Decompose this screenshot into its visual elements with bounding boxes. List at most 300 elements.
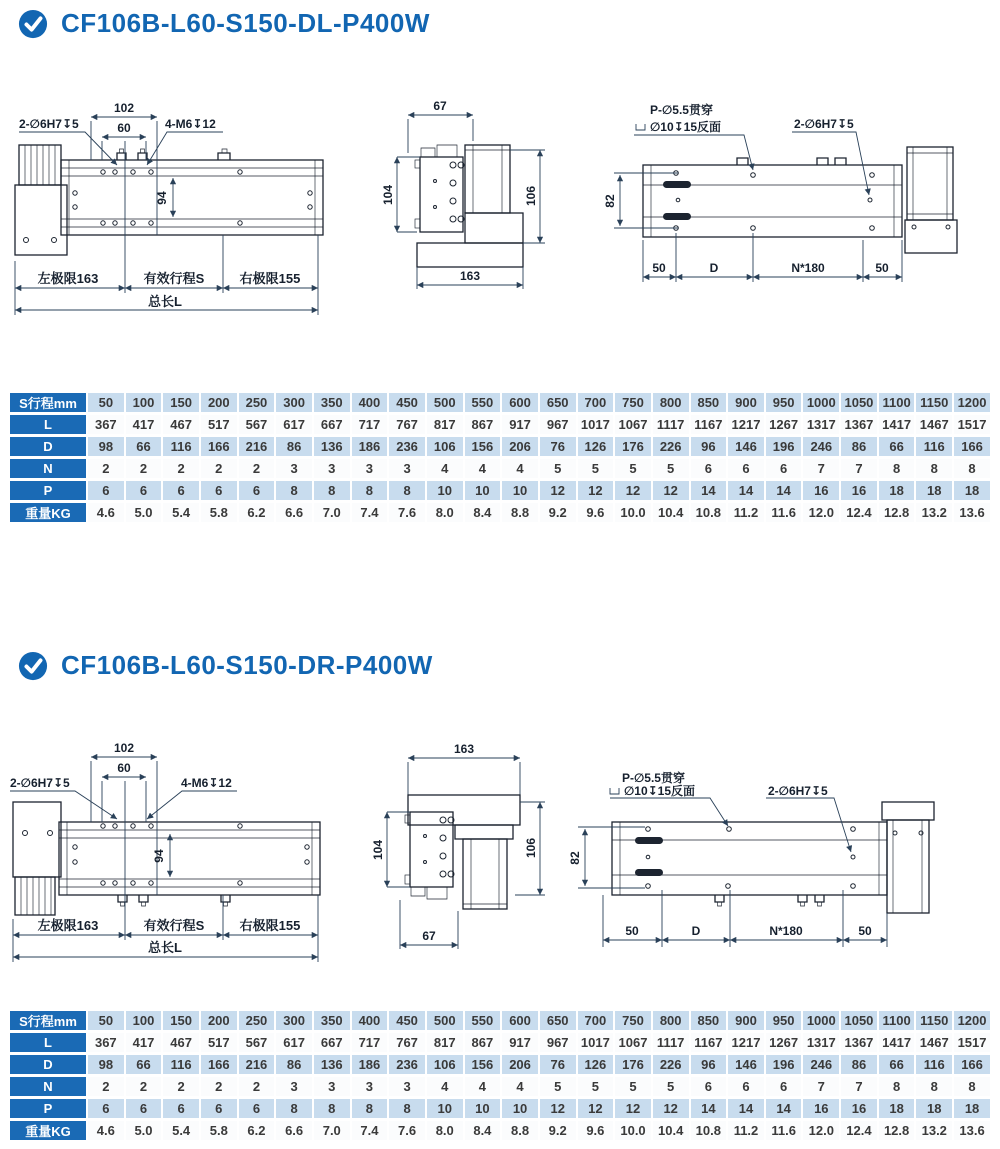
motor-housing — [15, 185, 67, 255]
spec-cell: 18 — [879, 481, 915, 500]
spec-cell: 6.2 — [239, 1121, 275, 1140]
spec-cell: 650 — [540, 1011, 576, 1030]
spec-cell: 1517 — [954, 1033, 990, 1052]
model-title: CF106B-L60-S150-DR-P400W — [61, 650, 433, 680]
dim-50-right: 50 — [858, 924, 872, 938]
spec-cell: 1000 — [803, 1011, 839, 1030]
spec-cell: 550 — [465, 1011, 501, 1030]
spec-cell: 3 — [389, 1077, 425, 1096]
side-view-drawing — [371, 740, 565, 965]
spec-cell: 8 — [276, 481, 312, 500]
spec-cell: 2 — [163, 1077, 199, 1096]
spec-cell: 6 — [126, 1099, 162, 1118]
spec-cell: 1117 — [653, 415, 689, 434]
total-length-label: 总长L — [148, 294, 182, 309]
spec-cell: 767 — [389, 1033, 425, 1052]
spec-cell: 12.0 — [803, 503, 839, 522]
spec-cell: 967 — [540, 1033, 576, 1052]
spec-cell: 18 — [954, 1099, 990, 1118]
right-limit-label: 右极限155 — [239, 918, 301, 933]
spec-cell: 3 — [352, 1077, 388, 1096]
spec-cell: 146 — [728, 1055, 764, 1074]
carriage-plate — [420, 157, 463, 232]
row-header: S行程mm — [10, 1011, 86, 1030]
spec-cell: 96 — [691, 1055, 727, 1074]
spec-cell: 246 — [803, 437, 839, 456]
spec-cell: 2 — [88, 1077, 124, 1096]
spec-cell: 550 — [465, 393, 501, 412]
spec-cell: 250 — [239, 393, 275, 412]
left-limit-label: 左极限163 — [37, 271, 99, 286]
dim-50-right: 50 — [875, 261, 889, 275]
spec-cell: 1150 — [916, 1011, 952, 1030]
spec-cell: 13.2 — [916, 1121, 952, 1140]
table-row — [10, 481, 990, 500]
spec-cell: 226 — [653, 1055, 689, 1074]
spec-cell: 116 — [163, 1055, 199, 1074]
tapped-holes-label: 4-M6↧12 — [181, 776, 232, 790]
spec-cell: 226 — [653, 437, 689, 456]
dim-94: 94 — [155, 191, 169, 205]
dim-n-pitch: N*180 — [791, 261, 825, 275]
spec-cell: 517 — [201, 1033, 237, 1052]
spec-cell: 6 — [691, 459, 727, 478]
spec-cell: 5.4 — [163, 1121, 199, 1140]
spec-cell: 917 — [502, 415, 538, 434]
spec-cell: 300 — [276, 1011, 312, 1030]
spec-cell: 1517 — [954, 415, 990, 434]
spec-cell: 9.6 — [578, 1121, 614, 1140]
spec-cell: 717 — [352, 415, 388, 434]
spec-cell: 367 — [88, 415, 124, 434]
spec-cell: 86 — [276, 1055, 312, 1074]
dim-67: 67 — [433, 99, 447, 113]
spec-cell: 250 — [239, 1011, 275, 1030]
spec-cell: 216 — [239, 437, 275, 456]
sensor-slot — [663, 213, 691, 220]
row-header: D — [10, 1055, 86, 1074]
dim-163: 163 — [459, 269, 481, 283]
spec-cell: 8 — [352, 1099, 388, 1118]
table-row — [10, 459, 990, 478]
spec-cell: 8.8 — [502, 503, 538, 522]
spec-cell: 12 — [615, 481, 651, 500]
spec-cell: 66 — [126, 1055, 162, 1074]
spec-cell: 3 — [389, 459, 425, 478]
spec-cell: 8 — [314, 1099, 350, 1118]
spec-cell: 2 — [88, 459, 124, 478]
side-view-drawing — [381, 95, 565, 305]
spec-cell: 4 — [502, 1077, 538, 1096]
spec-cell: 8 — [314, 481, 350, 500]
spec-cell: 86 — [841, 437, 877, 456]
spec-cell: 216 — [239, 1055, 275, 1074]
spec-cell: 5.8 — [201, 1121, 237, 1140]
spec-cell: 1100 — [879, 1011, 915, 1030]
base-plate — [417, 243, 523, 267]
spec-cell: 14 — [691, 481, 727, 500]
spec-cell: 2 — [163, 459, 199, 478]
through-holes-label: P-∅5.5贯穿 — [622, 771, 685, 785]
spec-cell: 417 — [126, 415, 162, 434]
table-row — [10, 1033, 990, 1052]
spec-cell: 1217 — [728, 415, 764, 434]
spec-cell: 16 — [841, 1099, 877, 1118]
spec-cell: 8 — [879, 1077, 915, 1096]
dim-106: 106 — [524, 837, 538, 859]
spec-cell: 4.6 — [88, 1121, 124, 1140]
motor-block — [882, 802, 934, 820]
spec-cell: 1467 — [916, 415, 952, 434]
column — [463, 839, 507, 909]
row-header: P — [10, 1099, 86, 1118]
spec-cell: 8.8 — [502, 1121, 538, 1140]
spec-cell: 7.4 — [352, 1121, 388, 1140]
spec-cell: 50 — [88, 1011, 124, 1030]
spec-cell: 667 — [314, 1033, 350, 1052]
spec-cell: 1417 — [879, 415, 915, 434]
spec-cell: 12.8 — [879, 1121, 915, 1140]
row-header: P — [10, 481, 86, 500]
spec-cell: 166 — [954, 437, 990, 456]
spec-cell: 7.4 — [352, 503, 388, 522]
spec-cell: 1067 — [615, 415, 651, 434]
spec-cell: 9.6 — [578, 503, 614, 522]
spec-cell: 186 — [352, 1055, 388, 1074]
spec-cell: 6 — [239, 481, 275, 500]
spec-cell: 12.0 — [803, 1121, 839, 1140]
tapped-holes-label: 4-M6↧12 — [165, 117, 216, 131]
row-header: 重量KG — [10, 503, 86, 522]
spec-cell: 12.4 — [841, 1121, 877, 1140]
spec-cell: 8 — [954, 1077, 990, 1096]
spec-cell: 1100 — [879, 393, 915, 412]
spec-cell: 8 — [276, 1099, 312, 1118]
spec-cell: 50 — [88, 393, 124, 412]
spec-cell: 196 — [766, 437, 802, 456]
spec-cell: 100 — [126, 1011, 162, 1030]
spec-cell: 18 — [916, 481, 952, 500]
spec-cell: 236 — [389, 437, 425, 456]
spec-cell: 11.6 — [766, 503, 802, 522]
spec-cell: 7.0 — [314, 1121, 350, 1140]
spec-cell: 6 — [88, 1099, 124, 1118]
row-header: D — [10, 437, 86, 456]
spec-cell: 12.8 — [879, 503, 915, 522]
total-length-label: 总长L — [148, 940, 182, 955]
spec-cell: 13.2 — [916, 503, 952, 522]
sensor-slot — [635, 869, 663, 876]
spec-cell: 6.6 — [276, 503, 312, 522]
spec-cell: 7 — [803, 1077, 839, 1096]
table-row — [10, 393, 990, 412]
spec-cell: 98 — [88, 1055, 124, 1074]
spec-cell: 3 — [276, 1077, 312, 1096]
spec-cell: 66 — [879, 437, 915, 456]
spec-cell: 11.6 — [766, 1121, 802, 1140]
sensor-slot — [663, 181, 691, 188]
spec-cell: 850 — [691, 393, 727, 412]
spec-cell: 500 — [427, 1011, 463, 1030]
spec-cell: 196 — [766, 1055, 802, 1074]
spec-cell: 6.6 — [276, 1121, 312, 1140]
table-row — [10, 1011, 990, 1030]
section-title-row — [18, 650, 433, 681]
dowel-holes-label: 2-∅6H7↧5 — [768, 784, 828, 798]
spec-cell: 817 — [427, 1033, 463, 1052]
spec-cell: 200 — [201, 393, 237, 412]
spec-cell: 400 — [352, 1011, 388, 1030]
spec-cell: 5.0 — [126, 1121, 162, 1140]
spec-cell: 500 — [427, 393, 463, 412]
spec-cell: 6 — [201, 1099, 237, 1118]
right-limit-label: 右极限155 — [239, 271, 301, 286]
spec-cell: 800 — [653, 1011, 689, 1030]
spec-cell: 1317 — [803, 1033, 839, 1052]
spec-cell: 8 — [879, 459, 915, 478]
spec-cell: 8.0 — [427, 1121, 463, 1140]
rail-body — [59, 822, 320, 895]
spec-cell: 5 — [615, 1077, 651, 1096]
spec-cell: 867 — [465, 415, 501, 434]
spec-cell: 106 — [427, 1055, 463, 1074]
table-row — [10, 1121, 990, 1140]
dowel-holes-label: 2-∅6H7↧5 — [794, 117, 854, 131]
spec-cell: 1017 — [578, 1033, 614, 1052]
dim-50-left: 50 — [652, 261, 666, 275]
spec-cell: 700 — [578, 1011, 614, 1030]
dim-106: 106 — [524, 185, 538, 207]
spec-cell: 350 — [314, 393, 350, 412]
row-header: N — [10, 1077, 86, 1096]
spec-cell: 150 — [163, 393, 199, 412]
spec-cell: 16 — [841, 481, 877, 500]
spec-cell: 18 — [954, 481, 990, 500]
spec-cell: 767 — [389, 415, 425, 434]
spec-cell: 2 — [126, 1077, 162, 1096]
spec-cell: 1367 — [841, 1033, 877, 1052]
spec-cell: 1067 — [615, 1033, 651, 1052]
model-title: CF106B-L60-S150-DL-P400W — [61, 8, 430, 38]
spec-cell: 1150 — [916, 393, 952, 412]
spec-cell: 236 — [389, 1055, 425, 1074]
bottom-view-drawing — [570, 740, 1000, 970]
spec-cell: 7.6 — [389, 1121, 425, 1140]
table-row — [10, 1055, 990, 1074]
spec-cell: 76 — [540, 1055, 576, 1074]
spec-cell: 126 — [578, 437, 614, 456]
spec-cell: 10.8 — [691, 1121, 727, 1140]
spec-cell: 3 — [314, 1077, 350, 1096]
spec-cell: 617 — [276, 1033, 312, 1052]
spec-cell: 5 — [540, 1077, 576, 1096]
spec-cell: 700 — [578, 393, 614, 412]
spec-cell: 14 — [728, 481, 764, 500]
spec-cell: 517 — [201, 415, 237, 434]
spec-cell: 6 — [88, 481, 124, 500]
spec-cell: 450 — [389, 393, 425, 412]
row-header: 重量KG — [10, 1121, 86, 1140]
spec-cell: 867 — [465, 1033, 501, 1052]
bottom-view-drawing — [598, 100, 1000, 290]
spec-cell: 750 — [615, 393, 651, 412]
dim-n-pitch: N*180 — [769, 924, 803, 938]
spec-cell: 10 — [427, 1099, 463, 1118]
dim-60: 60 — [117, 121, 131, 135]
spec-cell: 817 — [427, 415, 463, 434]
spec-cell: 5.4 — [163, 503, 199, 522]
spec-cell: 156 — [465, 1055, 501, 1074]
spec-cell: 1417 — [879, 1033, 915, 1052]
spec-cell: 206 — [502, 1055, 538, 1074]
spec-cell: 5 — [578, 1077, 614, 1096]
spec-cell: 8 — [954, 459, 990, 478]
spec-cell: 6 — [766, 459, 802, 478]
spec-cell: 617 — [276, 415, 312, 434]
spec-cell: 12 — [578, 481, 614, 500]
dim-163: 163 — [453, 742, 475, 756]
spec-cell: 1367 — [841, 415, 877, 434]
rail-body — [61, 160, 323, 235]
spec-cell: 1117 — [653, 1033, 689, 1052]
row-header: S行程mm — [10, 393, 86, 412]
spec-cell: 8.0 — [427, 503, 463, 522]
spec-cell: 1467 — [916, 1033, 952, 1052]
spec-cell: 2 — [201, 459, 237, 478]
spec-cell: 4 — [465, 459, 501, 478]
spec-cell: 6 — [691, 1077, 727, 1096]
spec-cell: 400 — [352, 393, 388, 412]
dim-67: 67 — [422, 929, 436, 943]
spec-cell: 800 — [653, 393, 689, 412]
spec-cell: 8 — [389, 1099, 425, 1118]
spec-cell: 10 — [502, 1099, 538, 1118]
spec-cell: 246 — [803, 1055, 839, 1074]
spec-cell: 367 — [88, 1033, 124, 1052]
spec-cell: 4 — [465, 1077, 501, 1096]
spec-cell: 2 — [239, 459, 275, 478]
spec-cell: 7.0 — [314, 503, 350, 522]
spec-table — [8, 390, 992, 525]
spec-table — [8, 1008, 992, 1143]
spec-cell: 8 — [352, 481, 388, 500]
spec-cell: 10 — [502, 481, 538, 500]
spec-cell: 5 — [578, 459, 614, 478]
spec-cell: 7.6 — [389, 503, 425, 522]
spec-cell: 150 — [163, 1011, 199, 1030]
spec-cell: 9.2 — [540, 503, 576, 522]
spec-cell: 900 — [728, 1011, 764, 1030]
spec-cell: 667 — [314, 415, 350, 434]
spec-cell: 300 — [276, 393, 312, 412]
spec-cell: 200 — [201, 1011, 237, 1030]
spec-cell: 8 — [916, 459, 952, 478]
spec-cell: 12 — [540, 481, 576, 500]
spec-cell: 206 — [502, 437, 538, 456]
spec-cell: 16 — [803, 481, 839, 500]
spec-cell: 98 — [88, 437, 124, 456]
table-row — [10, 437, 990, 456]
spec-cell: 12 — [615, 1099, 651, 1118]
spec-cell: 14 — [691, 1099, 727, 1118]
spec-cell: 10.4 — [653, 503, 689, 522]
spec-cell: 967 — [540, 415, 576, 434]
spec-cell: 8 — [916, 1077, 952, 1096]
spec-cell: 18 — [879, 1099, 915, 1118]
spec-cell: 186 — [352, 437, 388, 456]
dim-94: 94 — [152, 849, 166, 863]
spec-cell: 116 — [163, 437, 199, 456]
spec-cell: 66 — [879, 1055, 915, 1074]
spec-cell: 136 — [314, 1055, 350, 1074]
spec-cell: 5 — [540, 459, 576, 478]
spec-cell: 10.4 — [653, 1121, 689, 1140]
spec-cell: 1000 — [803, 393, 839, 412]
spec-cell: 136 — [314, 437, 350, 456]
spec-cell: 900 — [728, 393, 764, 412]
stroke-label: 有效行程S — [143, 918, 205, 933]
spec-cell: 8.4 — [465, 503, 501, 522]
spec-cell: 14 — [728, 1099, 764, 1118]
spec-cell: 12.4 — [841, 503, 877, 522]
spec-cell: 467 — [163, 1033, 199, 1052]
spec-cell: 14 — [766, 1099, 802, 1118]
spec-cell: 717 — [352, 1033, 388, 1052]
spec-cell: 10.0 — [615, 1121, 651, 1140]
dim-82: 82 — [568, 851, 582, 865]
spec-cell: 6 — [126, 481, 162, 500]
spec-cell: 6 — [728, 1077, 764, 1096]
spec-cell: 13.6 — [954, 503, 990, 522]
spec-cell: 567 — [239, 415, 275, 434]
spec-cell: 6 — [766, 1077, 802, 1096]
spec-cell: 1267 — [766, 1033, 802, 1052]
spec-cell: 417 — [126, 1033, 162, 1052]
spec-cell: 600 — [502, 393, 538, 412]
spec-cell: 950 — [766, 1011, 802, 1030]
spec-cell: 166 — [201, 1055, 237, 1074]
dim-104: 104 — [381, 184, 395, 206]
counterbore-label: ∅10↧15反面 — [624, 784, 696, 798]
spec-cell: 176 — [615, 1055, 651, 1074]
carriage-plate — [410, 812, 453, 887]
spec-cell: 2 — [126, 459, 162, 478]
spec-cell: 106 — [427, 437, 463, 456]
column — [465, 145, 510, 213]
check-icon — [18, 651, 48, 681]
spec-cell: 350 — [314, 1011, 350, 1030]
row-header: L — [10, 415, 86, 434]
spec-cell: 11.2 — [728, 503, 764, 522]
rail-body — [643, 165, 902, 237]
dim-60: 60 — [117, 761, 131, 775]
spec-cell: 1050 — [841, 1011, 877, 1030]
spec-cell: 5 — [653, 459, 689, 478]
spec-cell: 96 — [691, 437, 727, 456]
spec-cell: 10 — [427, 481, 463, 500]
spec-cell: 7 — [841, 459, 877, 478]
spec-cell: 5.0 — [126, 503, 162, 522]
through-holes-label: P-∅5.5贯穿 — [650, 103, 713, 117]
spec-cell: 11.2 — [728, 1121, 764, 1140]
counterbore-icon — [610, 788, 619, 794]
motor-housing — [13, 802, 61, 877]
spec-cell: 1200 — [954, 393, 990, 412]
stroke-label: 有效行程S — [143, 271, 205, 286]
spec-cell: 917 — [502, 1033, 538, 1052]
spec-cell: 4 — [502, 459, 538, 478]
spec-cell: 1200 — [954, 1011, 990, 1030]
